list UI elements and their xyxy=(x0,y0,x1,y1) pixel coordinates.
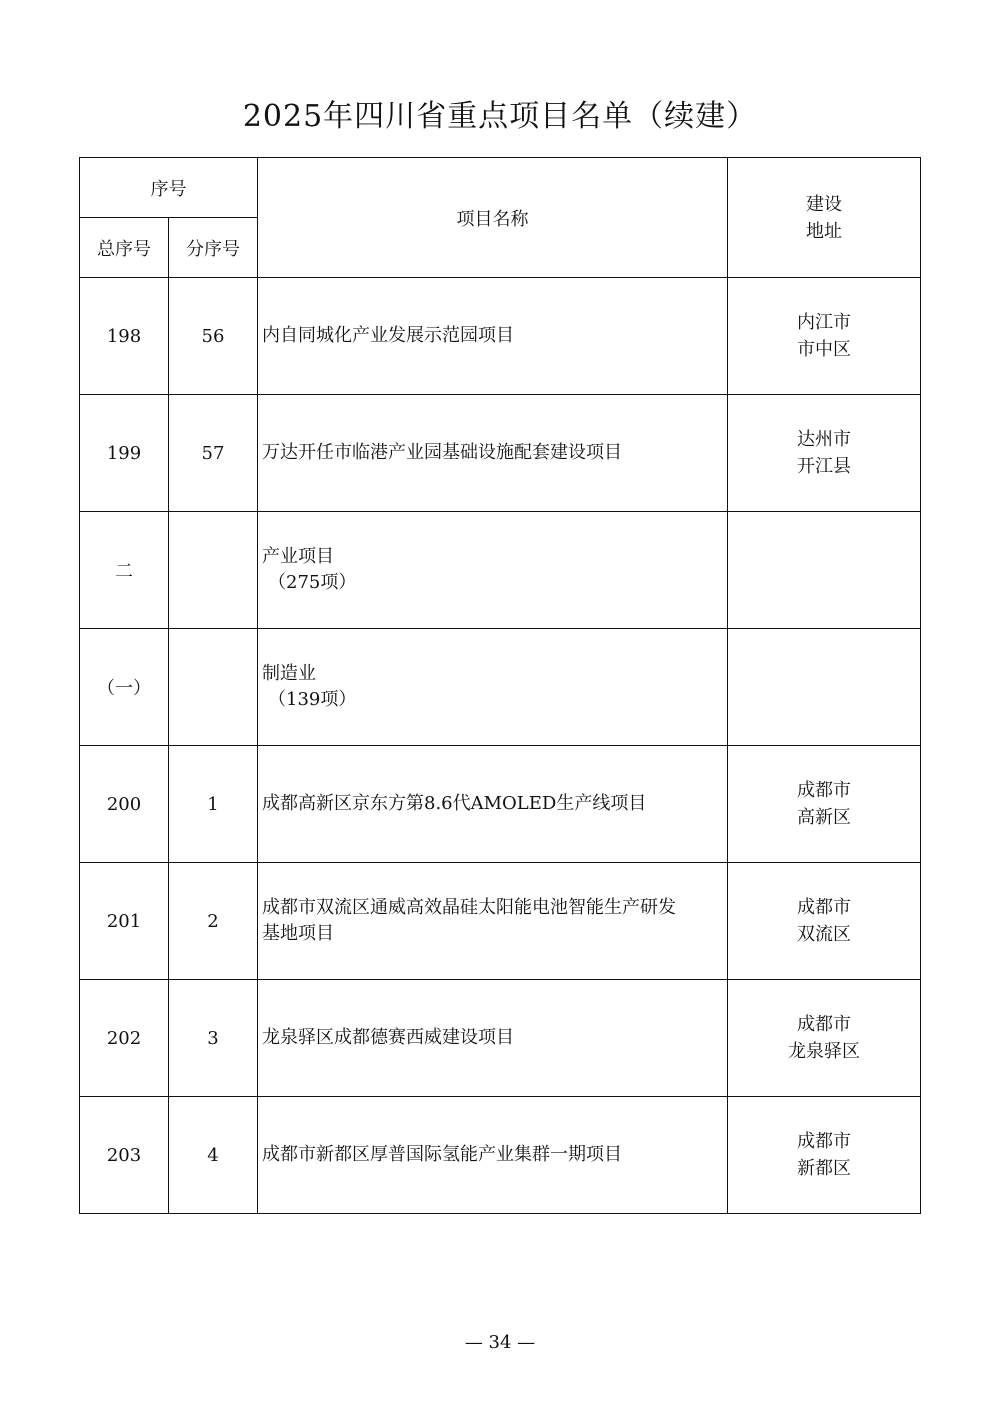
project-name-cell xyxy=(258,278,728,395)
table-row xyxy=(80,1097,921,1214)
sub-seq-cell xyxy=(169,512,258,629)
location-cell xyxy=(728,980,921,1097)
section-count: （139项） xyxy=(268,689,357,710)
section-name: 产业项目 xyxy=(262,546,334,567)
table-row xyxy=(80,863,921,980)
project-name-cell xyxy=(258,980,728,1097)
table-row xyxy=(80,278,921,395)
table-row xyxy=(80,980,921,1097)
total-seq-cell: 203 xyxy=(80,1097,169,1214)
location-district: 市中区 xyxy=(797,339,851,360)
page-title: 2025年四川省重点项目名单（续建） xyxy=(242,99,758,134)
section-count: （275项） xyxy=(268,572,357,593)
location-district: 新都区 xyxy=(797,1158,851,1179)
project-name-cell xyxy=(258,1097,728,1214)
location-district: 高新区 xyxy=(797,807,851,828)
sub-seq-cell: 56 xyxy=(169,278,258,395)
page-number: — 34 — xyxy=(464,1332,536,1353)
header-row-1 xyxy=(80,158,921,218)
total-seq-cell: 198 xyxy=(80,278,169,395)
location-cell xyxy=(728,863,921,980)
sub-seq-cell xyxy=(169,629,258,746)
section-name-cell xyxy=(258,629,728,746)
location-city: 内江市 xyxy=(797,312,851,333)
project-name-line1: 成都市双流区通威高效晶硅太阳能电池智能生产研发 xyxy=(262,897,676,918)
project-table xyxy=(79,157,921,1214)
location-city: 达州市 xyxy=(797,429,851,450)
location-cell xyxy=(728,629,921,746)
project-name-line1: 万达开任市临港产业园基础设施配套建设项目 xyxy=(262,442,622,463)
section-number-cell: 二 xyxy=(80,512,169,629)
sub-seq-cell: 57 xyxy=(169,395,258,512)
location-city: 成都市 xyxy=(797,897,851,918)
location-district: 开江县 xyxy=(797,456,851,477)
section-name-cell xyxy=(258,512,728,629)
sub-seq-cell: 3 xyxy=(169,980,258,1097)
location-cell xyxy=(728,1097,921,1214)
sub-seq-cell: 1 xyxy=(169,746,258,863)
location-city: 成都市 xyxy=(797,1014,851,1035)
section-row xyxy=(80,629,921,746)
project-name-line1: 内自同城化产业发展示范园项目 xyxy=(262,325,514,346)
table-row xyxy=(80,746,921,863)
location-district: 双流区 xyxy=(797,924,851,945)
location-cell xyxy=(728,512,921,629)
header-project-name: 项目名称 xyxy=(258,158,728,278)
sub-seq-cell: 4 xyxy=(169,1097,258,1214)
project-name-cell xyxy=(258,863,728,980)
total-seq-cell: 201 xyxy=(80,863,169,980)
project-name-line2: 基地项目 xyxy=(262,923,334,944)
total-seq-cell: 199 xyxy=(80,395,169,512)
section-name: 制造业 xyxy=(262,663,316,684)
project-name-line1: 成都市新都区厚普国际氢能产业集群一期项目 xyxy=(262,1144,622,1165)
header-location xyxy=(728,158,921,278)
table-row xyxy=(80,395,921,512)
project-name-line1: 龙泉驿区成都德赛西威建设项目 xyxy=(262,1027,514,1048)
location-city: 成都市 xyxy=(797,1131,851,1152)
header-seq: 序号 xyxy=(80,158,258,218)
location-cell xyxy=(728,746,921,863)
sub-seq-cell: 2 xyxy=(169,863,258,980)
location-district: 龙泉驿区 xyxy=(788,1041,860,1062)
section-row xyxy=(80,512,921,629)
total-seq-cell: 202 xyxy=(80,980,169,1097)
header-total-seq: 总序号 xyxy=(80,218,169,278)
header-location-line1: 建设 xyxy=(806,193,842,215)
location-cell xyxy=(728,395,921,512)
project-name-cell xyxy=(258,395,728,512)
location-city: 成都市 xyxy=(797,780,851,801)
total-seq-cell: 200 xyxy=(80,746,169,863)
project-name-cell xyxy=(258,746,728,863)
section-number-cell: （一） xyxy=(80,629,169,746)
header-sub-seq: 分序号 xyxy=(169,218,258,278)
header-location-line2: 地址 xyxy=(806,220,842,242)
project-name-line1: 成都高新区京东方第8.6代AMOLED生产线项目 xyxy=(262,793,647,814)
location-cell xyxy=(728,278,921,395)
